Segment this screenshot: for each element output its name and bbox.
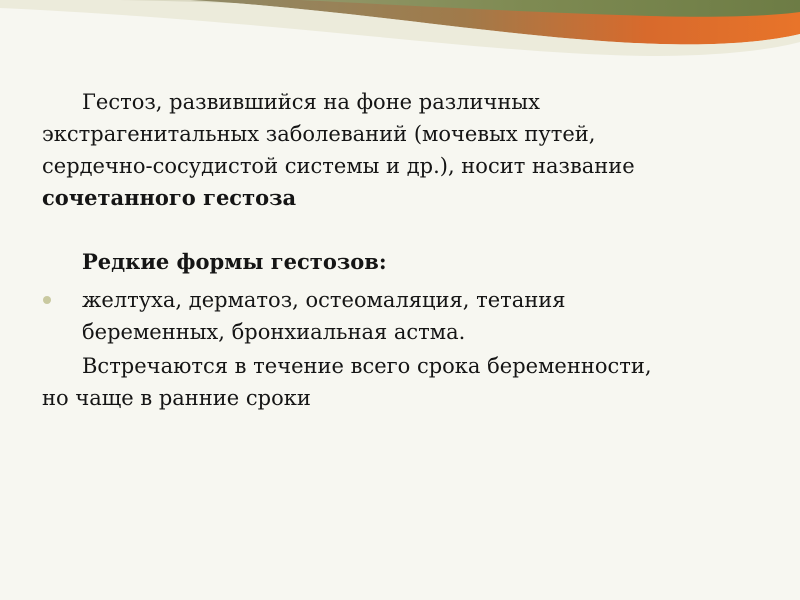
paragraph-1-cont — [42, 118, 762, 214]
slide-content — [42, 86, 762, 414]
spacer — [42, 214, 762, 246]
paragraph-1-line-2: экстрагенитальных заболеваний (мочевых путей, — [42, 122, 596, 146]
bullet-line-1: желтуха, дерматоз, остеомаляция, тетания — [82, 288, 566, 312]
header-decoration — [0, 0, 800, 75]
bullet-dot-icon — [43, 296, 51, 304]
paragraph-2 — [42, 350, 762, 382]
paragraph-2-line-1: Встречаются в течение всего срока беременности, — [82, 354, 652, 378]
section-heading: Редкие формы гестозов: — [82, 249, 387, 274]
paragraph-2-line-2: но чаще в ранние сроки — [42, 386, 311, 410]
bullet-line-2: беременных, бронхиальная астма. — [82, 320, 466, 344]
paragraph-1-line-3: сердечно-сосудистой системы и др.), носит название — [42, 154, 635, 178]
bullet-item — [42, 284, 762, 348]
paragraph-2-cont — [42, 382, 762, 414]
paragraph-1-bold-term: сочетанного гестоза — [42, 185, 297, 210]
paragraph-1-line-1: Гестоз, развившийся на фоне различных — [82, 90, 540, 114]
paragraph-1 — [42, 86, 762, 118]
